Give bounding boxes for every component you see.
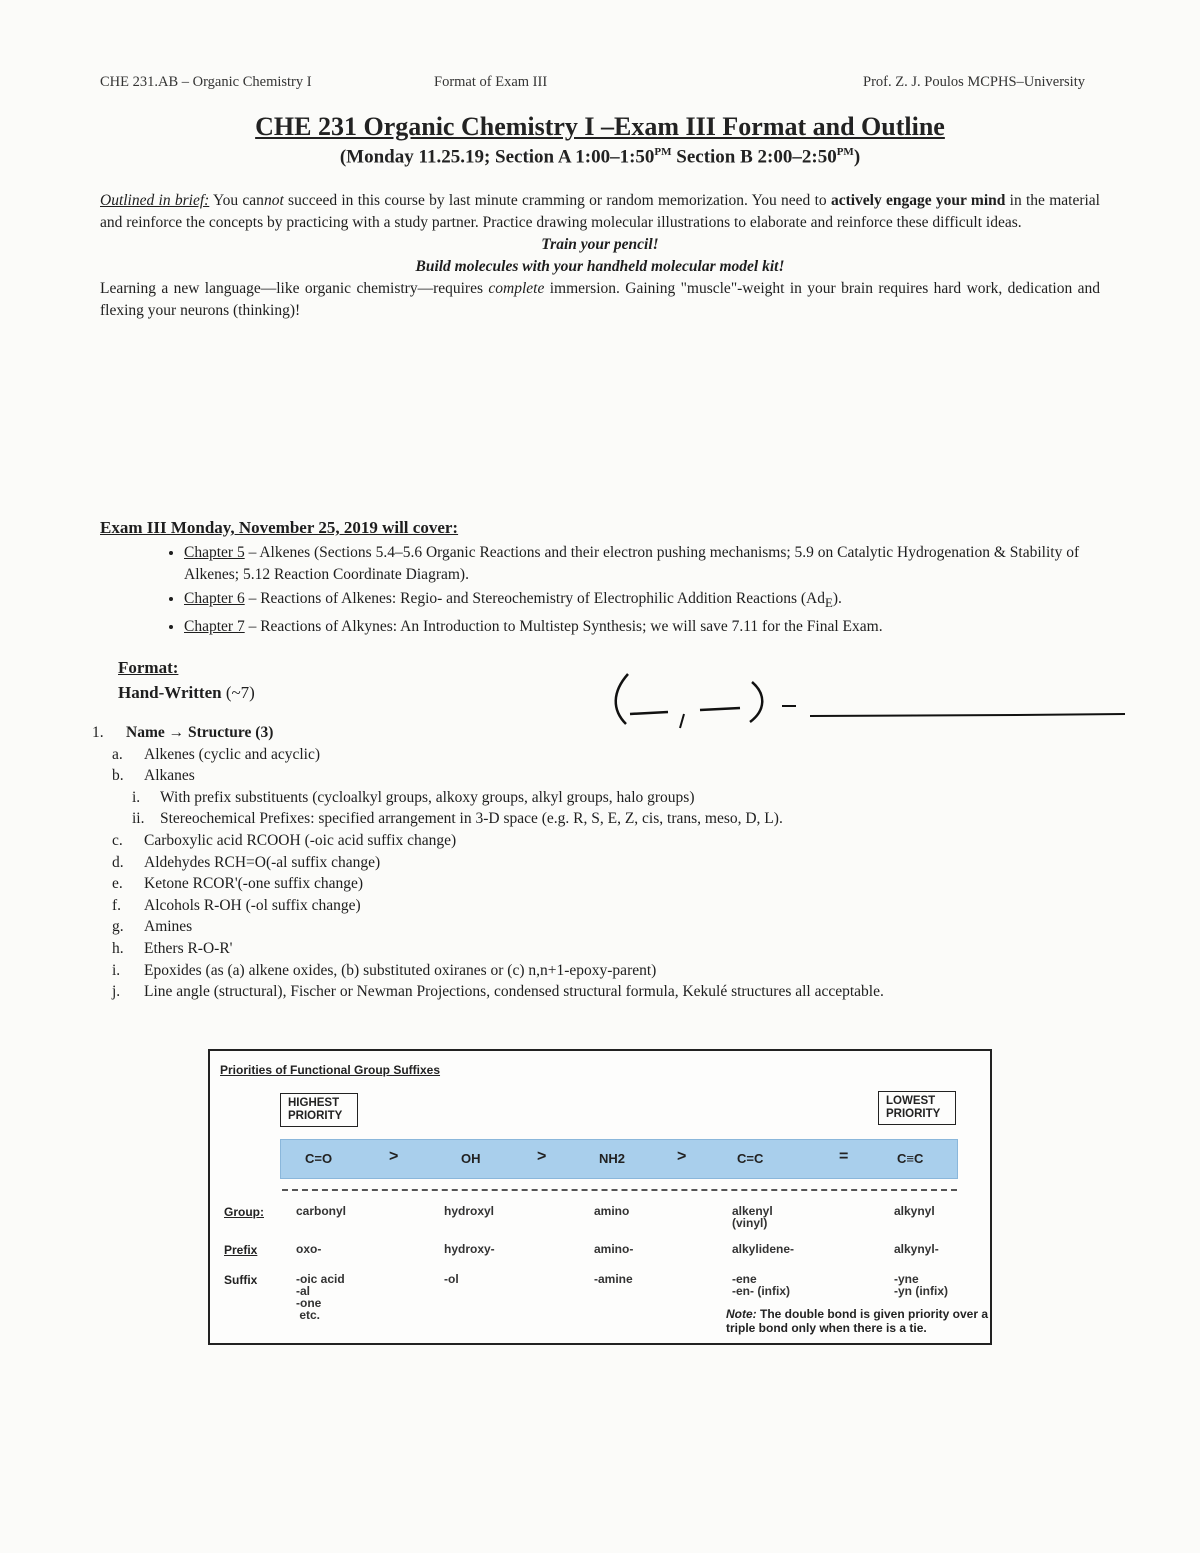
page-title: CHE 231 Organic Chemistry I –Exam III Format and Outline xyxy=(255,112,945,141)
priority-band xyxy=(280,1139,958,1179)
build-molecules: Build molecules with your handheld molecular model kit! xyxy=(415,258,785,275)
exam-coverage xyxy=(100,518,1100,640)
band-item: C=O xyxy=(305,1151,333,1166)
prefix-cell: oxo- xyxy=(296,1242,322,1256)
outline-item: e. Ketone RCOR'(-one suffix change) xyxy=(112,875,364,893)
outline-item: ii. Stereochemical Prefixes: specified arrangement in 3-D space (e.g. R, S, E, Z, cis, trans, meso, D, L). xyxy=(132,810,783,828)
outline-item: h. Ethers R-O-R' xyxy=(112,939,233,957)
coverage-item: • Chapter 7 – Reactions of Alkynes: An Introduction to Multistep Synthesis; we will save 7.11 for the Final Exam. xyxy=(184,616,1100,638)
group-cell: amino xyxy=(594,1204,630,1218)
outline-list xyxy=(92,722,1082,1003)
coverage-item: • Chapter 6 – Reactions of Alkenes: Regio- and Stereochemistry of Electrophilic Addition Reactions $(Ad_E)$. xyxy=(184,588,1100,614)
outline-item: 1. Name → Structure (3) xyxy=(92,724,274,741)
header-professor: Prof. Z. J. Poulos MCPHS–University xyxy=(863,74,1085,90)
table-title: Priorities of Functional Group Suffixes xyxy=(220,1063,441,1077)
row-label-prefix: Prefix xyxy=(224,1243,258,1257)
header-course: CHE 231.AB – Organic Chemistry I xyxy=(100,74,312,90)
suffix-cell: -ene -en- (infix) xyxy=(732,1272,790,1298)
dashed-divider xyxy=(282,1189,957,1191)
outline-item: i. Epoxides (as (a) alkene oxides, (b) substituted oxiranes or (c) n,n+1-epoxy-parent) xyxy=(112,961,657,979)
outline-item: j. Line angle (structural), Fischer or Newman Projections, condensed structural formula, Kekulé structures all acceptable. xyxy=(112,983,884,1001)
group-cell: alkynyl xyxy=(894,1204,935,1218)
coverage-item: • Chapter 5 – Alkenes (Sections 5.4–5.6 Organic Reactions and their electron pushing mechanisms; 5.9 on Catalytic Hydrogenation & Stability of Alkenes; 5.12 Reaction Coordinate Diagram). xyxy=(184,542,1100,586)
band-operator: = xyxy=(839,1148,849,1165)
prefix-cell: hydroxy- xyxy=(444,1242,495,1256)
band-item: OH xyxy=(461,1151,481,1166)
outline-item: b. Alkanes xyxy=(112,767,195,785)
outline-item: g. Amines xyxy=(112,918,193,936)
format-section xyxy=(118,658,255,708)
intro-paragraph: Outlined in brief: You cannot succeed in this course by last minute cramming or random memorization. You need to actively engage your mind in the material and reinforce the concepts by practicing with a study partner. Practice drawing molecular illustrations to elaborate and reinforce these difficult ideas. Train your pencil! Build molecules with your handheld molecular model kit! Learning a new language—like organic chemistry—requires complete immersion. Gaining "muscle"-weight in your brain requires hard work, dedication and flexing your neurons (thinking)! xyxy=(100,192,1100,319)
prefix-cell: alkynyl- xyxy=(894,1242,939,1256)
outline-item: c. Carboxylic acid RCOOH (-oic acid suffix change) xyxy=(112,831,457,849)
hand-written-label: Hand-Written (~7) xyxy=(118,683,255,702)
table-note: Note: The double bond is given priority over a triple bond only when there is a tie. xyxy=(726,1307,989,1335)
band-item: C=C xyxy=(737,1151,764,1166)
prefix-cell: alkylidene- xyxy=(732,1242,795,1256)
group-cell: hydroxyl xyxy=(444,1204,495,1218)
band-item: NH2 xyxy=(599,1151,626,1166)
suffix-cell: -amine xyxy=(594,1272,633,1286)
group-cell: alkenyl (vinyl) xyxy=(732,1204,773,1230)
format-heading: Format: xyxy=(118,658,179,677)
outline-item: f. Alcohols R-OH (-ol suffix change) xyxy=(112,896,361,914)
train-pencil: Train your pencil! xyxy=(541,236,659,253)
exam-schedule: (Monday 11.25.19; Section A $1:00-1:50^{PM}$ Section B $2:00-2:50^{PM}$) xyxy=(339,146,861,168)
header-doc-title: Format of Exam III xyxy=(434,74,548,90)
outline-item: i. With prefix substituents (cycloalkyl groups, alkoxy groups, alkyl groups, halo groups) xyxy=(132,788,695,806)
outline-item: d. Aldehydes RCH=O(-al suffix change) xyxy=(112,853,381,871)
prefix-cell: amino- xyxy=(594,1242,634,1256)
row-label-suffix: Suffix xyxy=(224,1273,258,1287)
band-item: C≡C xyxy=(897,1151,924,1166)
page-header xyxy=(100,74,1085,94)
functional-group-priority-table xyxy=(208,1049,992,1345)
band-operator: > xyxy=(389,1148,399,1165)
suffix-cell: -ol xyxy=(444,1272,459,1286)
suffix-cell: -yne -yn (infix) xyxy=(894,1272,948,1298)
highest-priority-badge: HIGHEST PRIORITY xyxy=(280,1093,358,1127)
band-operator: > xyxy=(537,1148,547,1165)
coverage-heading: Exam III Monday, November 25, 2019 will cover: xyxy=(100,518,459,537)
band-operator: > xyxy=(677,1148,687,1165)
suffix-cell: -oic acid -al -one etc. xyxy=(296,1272,345,1322)
row-label-group: Group: xyxy=(224,1205,264,1219)
lowest-priority-badge: LOWEST PRIORITY xyxy=(878,1091,956,1125)
group-cell: carbonyl xyxy=(296,1204,347,1218)
outline-item: a. Alkenes (cyclic and acyclic) xyxy=(112,745,321,763)
